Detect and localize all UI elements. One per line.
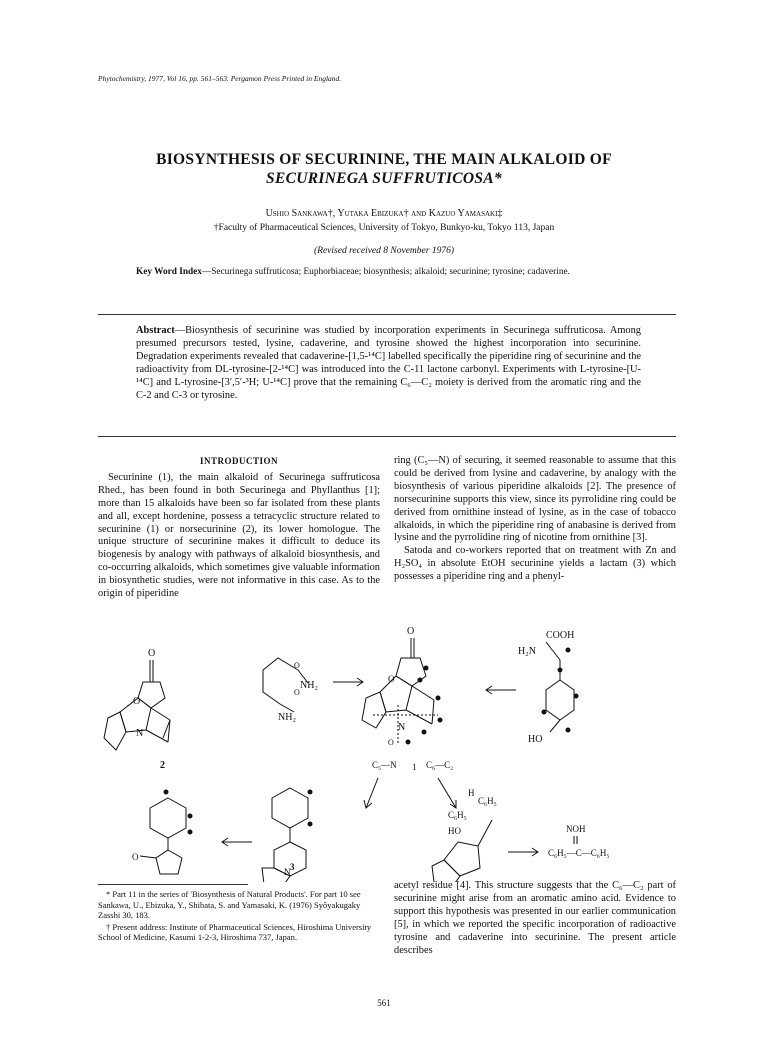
label-c6c2: C₆—C₂ xyxy=(426,760,454,770)
atom-o: O xyxy=(148,648,156,659)
compound-2-structure xyxy=(104,648,170,771)
abstract xyxy=(136,324,641,402)
intro-paragraph-3: Satoda and co-workers reported that on treatment with Zn and H₂SO₄ in absolute EtOH securinine yields a lactam (3) which possesses a piperidine ring and a phenyl- xyxy=(394,545,676,583)
tyrosine-structure xyxy=(518,630,578,745)
footnote-1: * Part 11 in the series of 'Biosynthesis of Natural Products'. For part 10 see Sankawa, U., Ebizuka, Y., Shibata, S. and Yamasaki, K. (1976) Syôyakugaky Zasshi 30, 183. xyxy=(98,889,361,921)
label-mark: O xyxy=(294,661,300,670)
journal-citation: Phytochemistry, 1977, Vol 16, pp. 561–563. Pergamon Press Printed in England. xyxy=(98,74,342,83)
carboxyl-label: COOH xyxy=(546,630,575,641)
intro-paragraph-4: acetyl residue [4]. This structure suggests that the C₆—C₂ part of securinine might arise from an aromatic amino acid. Evidence to support this hypothesis was presented in our earlier communication [5], in which we reported the specific incorporation of radioactive tyrosine and cadaverine into securinine. The present article describes xyxy=(394,880,676,956)
abstract-rule xyxy=(98,436,676,437)
atom-h: H xyxy=(468,788,475,798)
atom-n: N xyxy=(136,728,144,739)
atom-n: N xyxy=(398,722,406,733)
compound-label-2: 2 xyxy=(160,760,165,771)
compound-3-structure xyxy=(222,788,312,882)
label-mark: O xyxy=(294,688,300,697)
top-rule xyxy=(98,314,676,315)
amine-label: NH₂ xyxy=(278,712,296,723)
atom-o: O xyxy=(388,674,395,684)
keyword-text: —Securinega suffruticosa; Euphorbiaceae; biosynthesis; alkaloid; securinine; tyrosine; cadaverine. xyxy=(201,267,570,277)
footnote-rule xyxy=(98,884,248,885)
intro-paragraph-2: ring (C₅—N) of securing, it seemed reasonable to assume that this could be derived from lysine and cadaverine, by analogy with the biosynthesis of various piperidine alkaloids [2]. The presence of norsecurinine supports this view, since its pyrrolidine ring could be derived from ornithine instead of lysine, as in the case of tobacco alkaloids, in which the piperidine ring of anabasine is derived from lysine and the pyrrolidine ring of nicotine from ornithine [3]. xyxy=(394,455,676,544)
label-mark: O xyxy=(388,738,394,747)
title-line-2: SECURINEGA SUFFRUTICOSA* xyxy=(266,170,502,187)
hydroxyl-label: HO xyxy=(528,734,543,745)
cadaverine-structure xyxy=(263,658,363,723)
compound-label-3: 3 xyxy=(290,862,295,872)
intro-column-1 xyxy=(98,455,380,601)
keyword-index xyxy=(136,266,644,278)
footnote-2: † Present address: Institute of Pharmaceutical Sciences, Hiroshima University School of Medicine, Kasumi 1-2-3, Hiroshima 737, Japan. xyxy=(98,921,372,943)
revised-date: (Revised received 8 November 1976) xyxy=(314,246,454,256)
abstract-text: —Biosynthesis of securinine was studied by incorporation experiments in Securinega suffruticosa. Among presumed precursors tested, lysine, cadaverine, and tyrosine showed the highest incorporation into securinine. Degradation experiments revealed that cadaverine-[1,5-¹⁴C] labelled specifically the piperidine ring of securinine and the radioactivity from DL-tyrosine-[2-¹⁴C] was introduced into the C-11 lactone carbonyl. Experiments with L-tyrosine-[U-¹⁴C] and L-tyrosine-[3′,5′-³H; U-¹⁴C] prove that the remaining C₆—C₂ moiety is derived from the aromatic ring and the C-2 and C-3 or tyrosine. xyxy=(136,325,641,401)
degradation-product-structure xyxy=(132,790,192,874)
footnotes xyxy=(98,889,380,944)
hydroxyl-label: HO xyxy=(448,826,461,836)
authors: Ushio Sankawa†, Yutaka Ebizuka† and Kazuo Yamasaki‡ xyxy=(265,208,503,219)
page-number: 561 xyxy=(377,998,391,1008)
intermediate-structure xyxy=(432,788,610,882)
intro-column-2 xyxy=(394,455,676,584)
atom-o: O xyxy=(132,852,139,862)
title-line-1: BIOSYNTHESIS OF SECURININE, THE MAIN ALKALOID OF xyxy=(156,151,612,168)
amine-label: H₂N xyxy=(518,646,536,657)
ketoxime-label: C₆H₅—C—C₆H₅ xyxy=(548,848,610,858)
intro-paragraph-1: Securinine (1), the main alkaloid of Securinega suffruticosa Rhed., has been found in both Securinega and Phyllanthus [1]; more than 15 alkaloids have been so far isolated from these plants and all, except hordenine, possess a tetracyclic structure related to securinine (1) or norsecurinine (2), its lower homologue. The unique structure of securinine makes it difficult to deduce its biogenesis by analogy with pathways of alkaloid biosynthesis, and co-occurring alkaloids, which sometimes give valuable information in biosynthetic studies, were not informative in this case. As to the origin of piperidine xyxy=(98,471,380,600)
securinine-structure xyxy=(362,626,516,808)
keyword-label: Key Word Index xyxy=(136,267,202,277)
intro-column-2-continued xyxy=(394,880,676,957)
phenyl-label: C₆H₅ xyxy=(448,810,467,820)
atom-n: N xyxy=(284,867,291,877)
label-c5n: C₅—N xyxy=(372,760,397,770)
atom-o: O xyxy=(133,696,141,707)
affiliation: †Faculty of Pharmaceutical Sciences, University of Tokyo, Bunkyo-ku, Tokyo 113, Japan xyxy=(213,223,555,233)
phenyl-label: C₆H₅ xyxy=(478,796,497,806)
abstract-label: Abstract xyxy=(136,325,175,336)
biosynthesis-scheme-figure xyxy=(98,620,678,882)
intro-heading: INTRODUCTION xyxy=(199,456,278,466)
amine-label: NH₂ xyxy=(300,680,318,691)
compound-label-1: 1 xyxy=(412,762,417,772)
paper-title xyxy=(0,150,768,188)
atom-o: O xyxy=(407,626,415,637)
oxime-label: NOH xyxy=(566,824,586,834)
